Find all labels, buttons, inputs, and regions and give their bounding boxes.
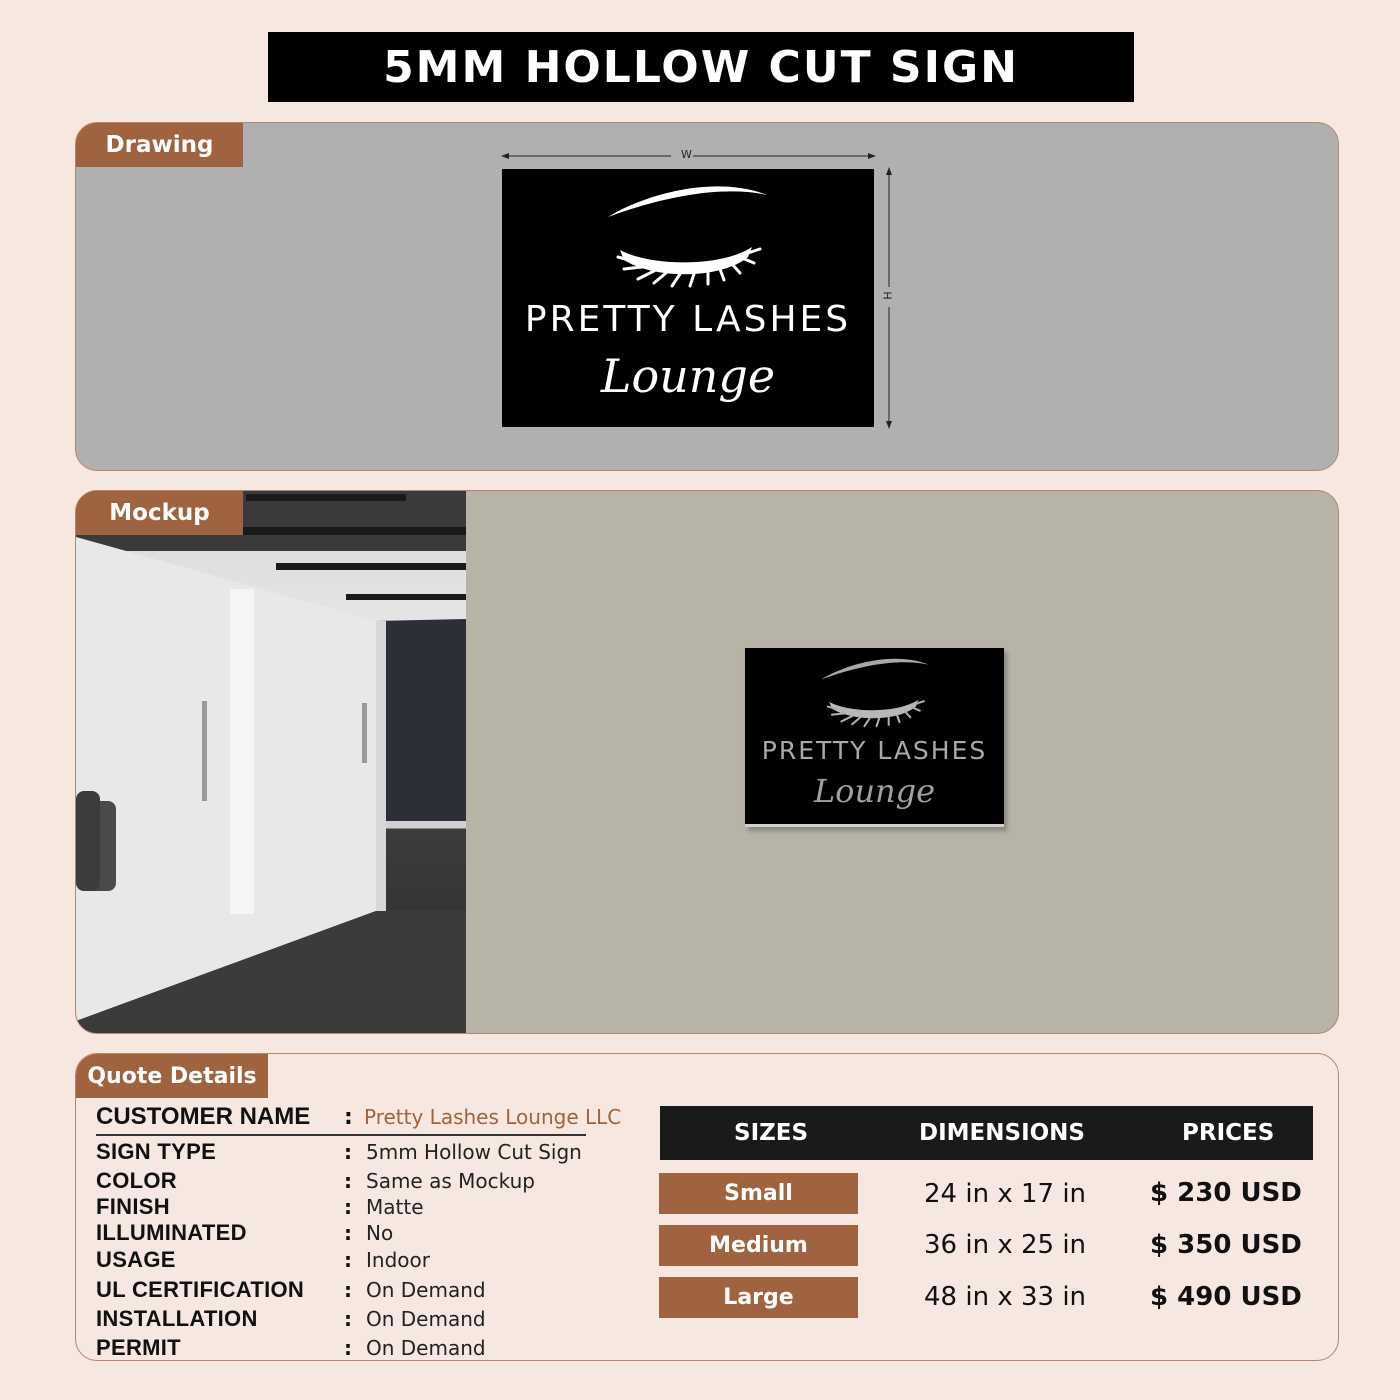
height-label: H [880,291,894,300]
spec-label: ILLUMINATED [96,1220,247,1245]
spec-label: USAGE [96,1247,176,1272]
office-illustration [76,491,466,1034]
dimensions-medium: 36 in x 25 in [924,1230,1087,1260]
spec-label: FINISH [96,1194,170,1219]
spec-colon: : [344,1248,352,1272]
mockup-panel [75,490,1339,1034]
spec-colon: : [344,1140,352,1164]
quote-details-panel [75,1053,1339,1361]
header-sizes: SIZES [734,1120,809,1146]
sign-drawing [502,169,874,427]
spec-row-sign-type [96,1139,582,1165]
spec-colon: : [344,1336,352,1360]
spec-value: 5mm Hollow Cut Sign [366,1140,582,1164]
spec-row-ul-certification [96,1277,486,1303]
spec-value: No [366,1221,394,1245]
spec-label: INSTALLATION [96,1306,258,1331]
sign-title-text: PRETTY LASHES [761,736,988,765]
page-title: 5MM HOLLOW CUT SIGN [383,41,1019,93]
mockup-tab: Mockup [76,491,243,535]
spec-row-installation [96,1306,486,1332]
size-button-small[interactable]: Small [659,1173,858,1214]
spec-label: COLOR [96,1168,177,1193]
spec-value: On Demand [366,1278,486,1302]
customer-name: Pretty Lashes Lounge LLC [364,1105,622,1129]
dimensions-small: 24 in x 17 in [924,1179,1087,1209]
spec-row-finish [96,1194,424,1220]
spec-label: UL CERTIFICATION [96,1277,305,1302]
spec-colon: : [344,1307,352,1331]
spec-colon: : [344,1169,352,1193]
size-button-medium[interactable]: Medium [659,1225,858,1266]
spec-row-usage [96,1247,430,1273]
spec-value: On Demand [366,1307,486,1331]
spec-colon: : [344,1221,352,1245]
header-dimensions: DIMENSIONS [919,1120,1085,1146]
size-button-large[interactable]: Large [659,1277,858,1318]
price-medium: $ 350 USD [1150,1230,1302,1260]
spec-value: Same as Mockup [366,1169,535,1193]
spec-row-illuminated [96,1220,393,1246]
spec-label: PERMIT [96,1335,181,1360]
eye-lash-icon [602,175,772,290]
spec-value: Indoor [366,1248,430,1272]
quote-details-tab: Quote Details [76,1054,268,1098]
customer-label: CUSTOMER NAME [96,1103,311,1130]
page-title-bar [268,32,1134,102]
office-photo [76,491,466,1034]
dimensions-large: 48 in x 33 in [924,1282,1087,1312]
customer-colon: : [344,1105,353,1130]
customer-underline [96,1134,586,1136]
spec-value: On Demand [366,1336,486,1360]
header-prices: PRICES [1182,1120,1275,1146]
sign-script-text: Lounge [813,772,936,810]
spec-colon: : [344,1278,352,1302]
spec-value: Matte [366,1195,424,1219]
drawing-tab: Drawing [76,123,243,167]
spec-label: SIGN TYPE [96,1139,217,1164]
price-small: $ 230 USD [1150,1178,1302,1208]
sign-mockup [745,648,1004,827]
sign-script-text: Lounge [600,349,776,403]
pricing-table-header [660,1106,1313,1160]
eye-lash-icon [817,651,932,729]
price-large: $ 490 USD [1150,1282,1302,1312]
width-label: W [681,148,692,161]
spec-colon: : [344,1195,352,1219]
sign-title-text: PRETTY LASHES [524,299,852,340]
customer-row [96,1103,621,1131]
spec-row-permit [96,1335,486,1361]
spec-row-color [96,1168,535,1194]
drawing-panel [75,122,1339,471]
